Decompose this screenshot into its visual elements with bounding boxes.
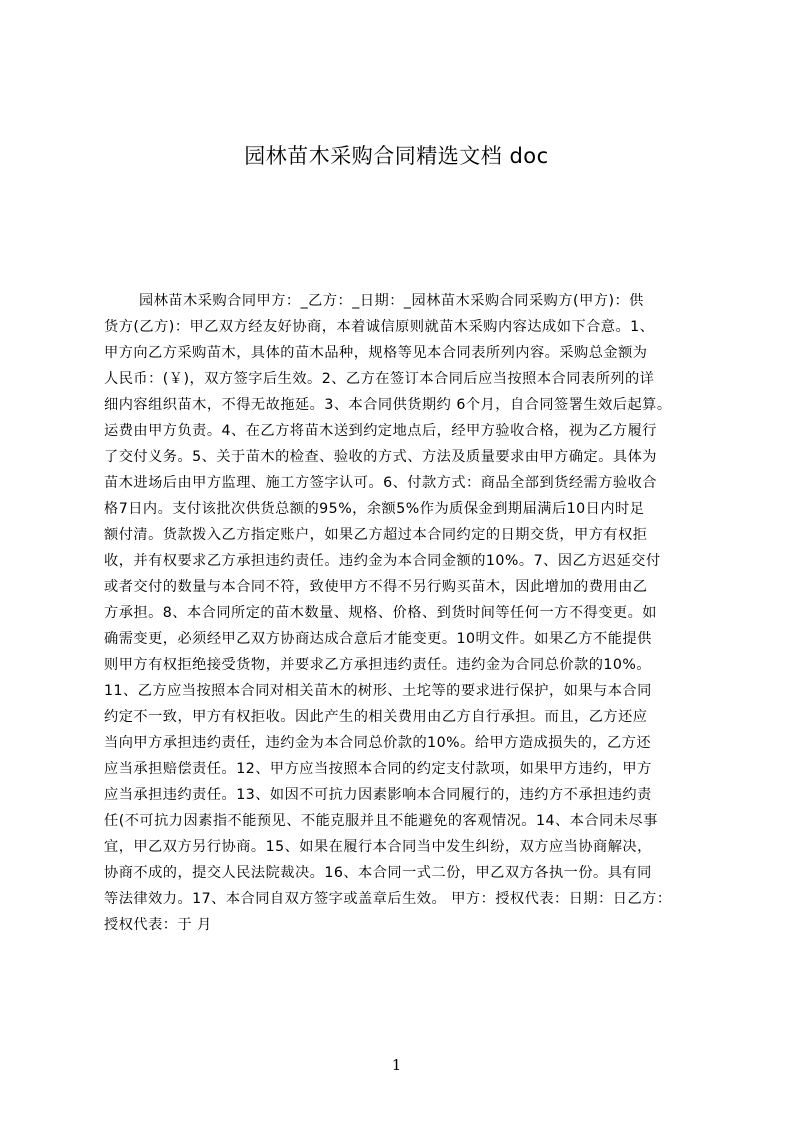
body-line: 则甲方有权拒绝接受货物，并要求乙方承担违约责任。违约金为合同总价款的10%。 bbox=[104, 657, 652, 673]
body-line: 任(不可抗力因素指不能预见、不能克服并且不能避免的客观情况。14、本合同未尽事 bbox=[104, 813, 658, 829]
body-line: 收，并有权要求乙方承担违约责任。违约金为本合同金额的10%。7、因乙方迟延交付 bbox=[104, 553, 661, 569]
document-title: 园林苗木采购合同精选文档 doc bbox=[244, 144, 549, 168]
page-number: 1 bbox=[391, 1056, 402, 1074]
body-line: 应当承担违约责任。13、如因不可抗力因素影响本合同履行的，违约方不承担违约责 bbox=[104, 787, 652, 803]
body-line: 等法律效力。17、本合同自双方签字或盖章后生效。 甲方：授权代表：日期：日乙方： bbox=[104, 891, 672, 907]
body-line: 宜，甲乙双方另行协商。15、如果在履行本合同当中发生纠纷，双方应当协商解决， bbox=[104, 839, 652, 855]
body-line: 当向甲方承担违约责任，违约金为本合同总价款的10%。给甲方造成损失的，乙方还 bbox=[104, 735, 652, 751]
body-line: 约定不一致，甲方有权拒收。因此产生的相关费用由乙方自行承担。而且，乙方还应 bbox=[104, 709, 648, 725]
body-line: 方承担。8、本合同所定的苗木数量、规格、价格、到货时间等任何一方不得变更。如 bbox=[104, 605, 657, 621]
body-line: 苗木进场后由甲方监理、施工方签字认可。6、付款方式：商品全部到货经需方验收合 bbox=[104, 475, 657, 491]
body-line: 协商不成的，提交人民法院裁决。16、本合同一式二份，甲乙双方各执一份。具有同 bbox=[104, 865, 652, 881]
document-body bbox=[0, 284, 697, 964]
body-line: 额付清。货款拨入乙方指定账户，如果乙方超过本合同约定的日期交货，甲方有权拒 bbox=[104, 527, 648, 543]
body-line: 园林苗木采购合同甲方：_乙方：_日期：_园林苗木采购合同采购方(甲方)：供 bbox=[139, 293, 644, 309]
body-line: 细内容组织苗木，不得无故拖延。3、本合同供货期约 6个月，自合同签署生效后起算。 bbox=[104, 397, 672, 413]
body-line: 格7日内。支付该批次供货总额的95%，余额5%作为质保金到期届满后10日内时足 bbox=[104, 501, 645, 517]
body-line: 货方(乙方)：甲乙双方经友好协商，本着诚信原则就苗木采购内容达成如下合意。1、 bbox=[104, 319, 655, 335]
body-line: 11、乙方应当按照本合同对相关苗木的树形、土坨等的要求进行保护，如果与本合同 bbox=[104, 683, 652, 699]
body-line: 确需变更，必须经甲乙双方协商达成合意后才能变更。10明文件。如果乙方不能提供 bbox=[104, 631, 652, 647]
body-line: 应当承担赔偿责任。12、甲方应当按照本合同的约定支付款项，如果甲方违约，甲方 bbox=[104, 761, 652, 777]
body-line: 甲方向乙方采购苗木，具体的苗木品种，规格等见本合同表所列内容。采购总金额为 bbox=[104, 345, 648, 361]
body-line: 了交付义务。5、关于苗木的检查、验收的方式、方法及质量要求由甲方确定。具体为 bbox=[104, 449, 657, 465]
body-line: 或者交付的数量与本合同不符，致使甲方不得不另行购买苗木，因此增加的费用由乙 bbox=[104, 579, 648, 595]
body-line: 运费由甲方负责。4、在乙方将苗木送到约定地点后，经甲方验收合格，视为乙方履行 bbox=[104, 423, 657, 439]
body-line: 人民币：(￥)，双方签字后生效。2、乙方在签订本合同后应当按照本合同表所列的详 bbox=[104, 371, 655, 387]
body-line: 授权代表：于 月 bbox=[104, 917, 212, 933]
